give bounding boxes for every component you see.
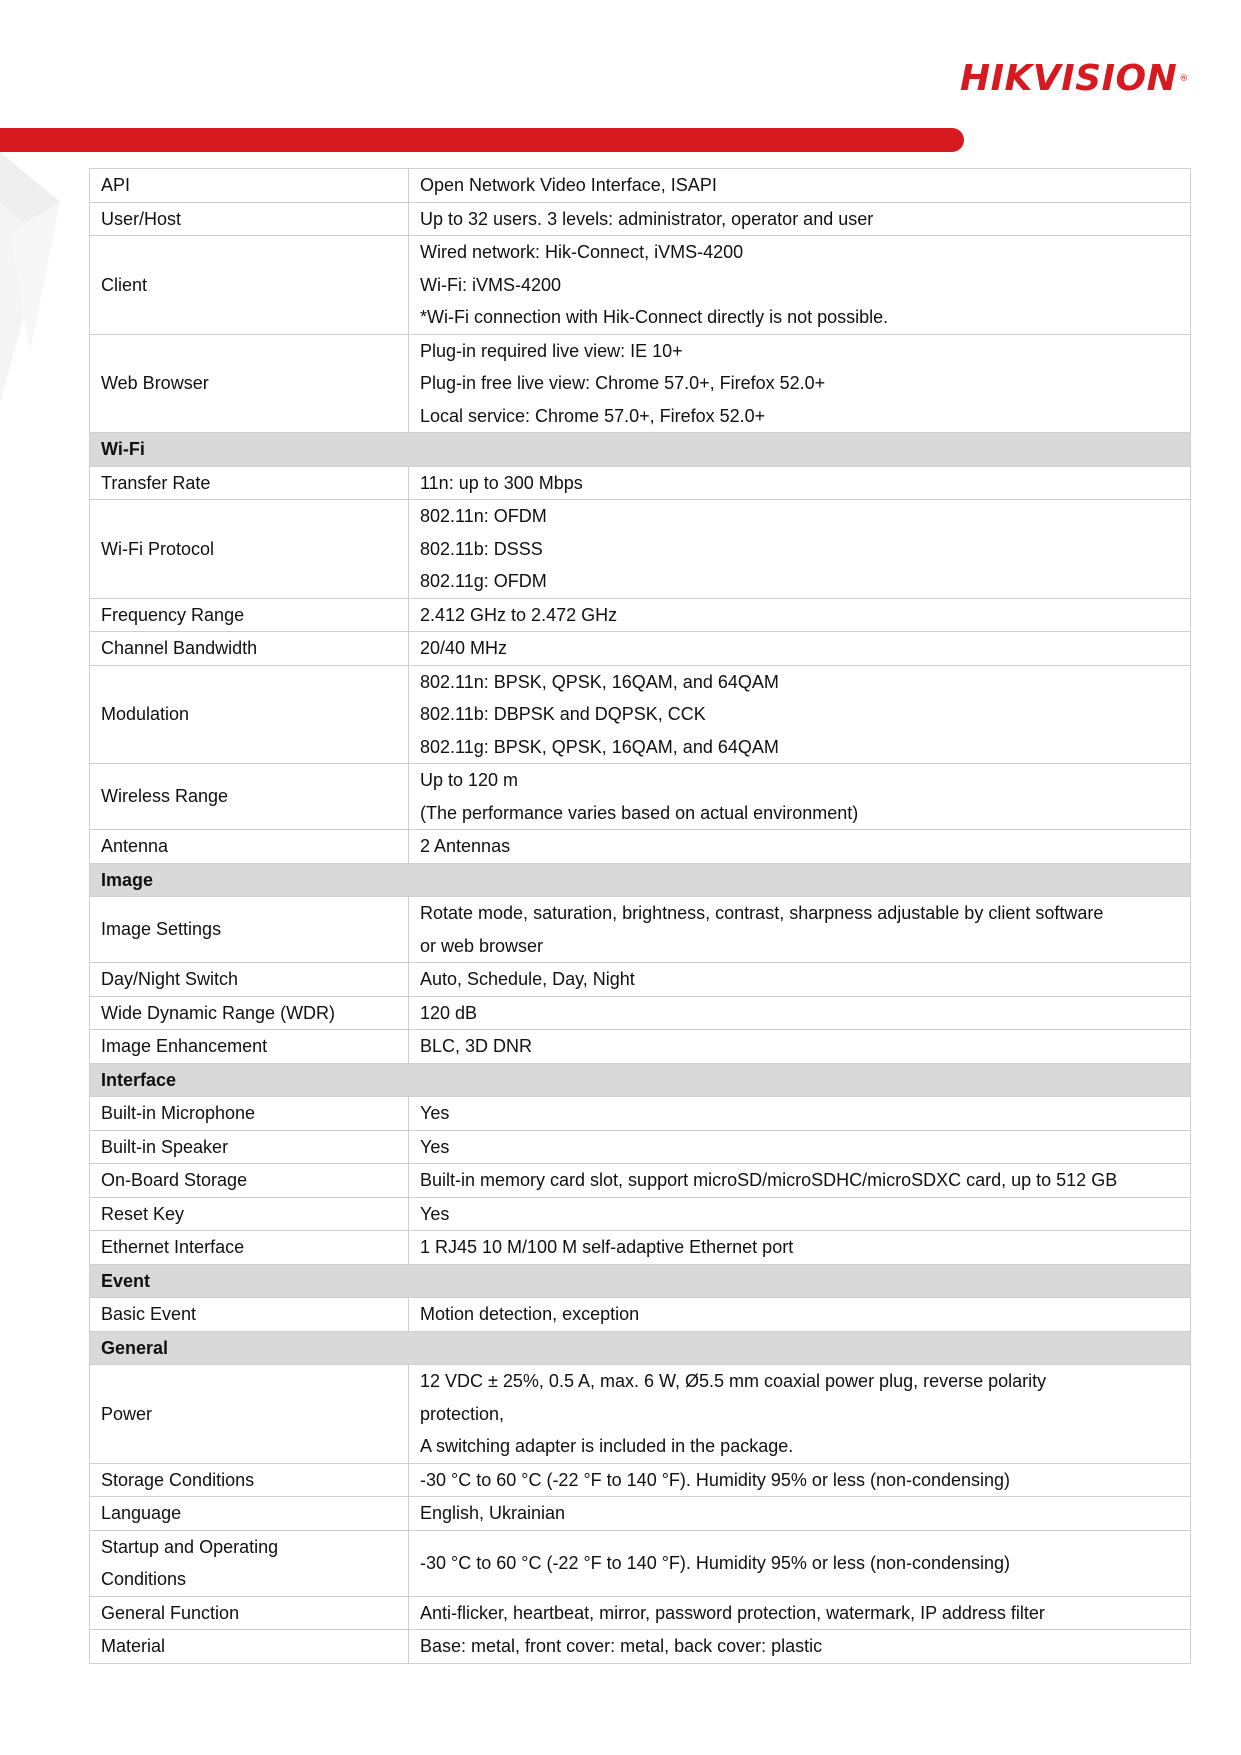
spec-value [409,1164,1191,1198]
spec-label: Built-in Speaker [90,1130,409,1164]
spec-row [90,1530,1191,1596]
spec-row [90,996,1191,1030]
spec-value-line: BLC, 3D DNR [420,1036,533,1056]
brand-logo [960,58,1200,100]
section-title: Wi-Fi [90,433,1191,467]
spec-label-line: Startup and Operating [101,1536,279,1557]
spec-value [409,169,1191,203]
spec-row [90,963,1191,997]
spec-value-line: Motion detection, exception [420,1304,640,1324]
spec-row [90,632,1191,666]
spec-row [90,334,1191,433]
spec-row [90,1298,1191,1332]
spec-row [90,500,1191,599]
spec-value [409,1530,1191,1596]
spec-value-line: Yes [420,1136,450,1157]
spec-label: Language [90,1497,409,1531]
section-title: Image [90,863,1191,897]
spec-value [409,466,1191,500]
spec-row [90,1630,1191,1664]
spec-row [90,1231,1191,1265]
spec-value [409,1030,1191,1064]
section-title: General [90,1331,1191,1365]
spec-row [90,598,1191,632]
brand-logo-text: HIKVISION [960,58,1178,99]
spec-value-line: -30 °C to 60 °C (-22 °F to 140 °F). Humidity 95% or less (non-condensing) [420,1552,1011,1573]
spec-label: Built-in Microphone [90,1097,409,1131]
section-title: Event [90,1264,1191,1298]
spec-label: Frequency Range [90,598,409,632]
spec-row [90,466,1191,500]
section-header-row [90,1063,1191,1097]
spec-label: Client [90,236,409,335]
spec-value-line: 802.11g: OFDM [420,571,547,591]
spec-value-line: Open Network Video Interface, ISAPI [420,175,717,195]
spec-value [409,236,1191,335]
spec-value [409,1097,1191,1131]
spec-row [90,1463,1191,1497]
spec-row [90,665,1191,764]
spec-value-line: Up to 120 m [420,770,519,790]
spec-value-line: 11n: up to 300 Mbps [420,472,583,493]
spec-row [90,169,1191,203]
spec-row [90,1596,1191,1630]
spec-label: Modulation [90,665,409,764]
registered-mark: ® [1179,74,1189,84]
section-header-row [90,433,1191,467]
spec-value-line: Wired network: Hik-Connect, iVMS-4200 [420,242,744,262]
spec-label: Wireless Range [90,764,409,830]
spec-row [90,236,1191,335]
section-title: Interface [90,1063,1191,1097]
spec-value-line: 802.11n: BPSK, QPSK, 16QAM, and 64QAM [420,671,779,692]
spec-label [90,1530,409,1596]
spec-value [409,202,1191,236]
spec-row [90,1164,1191,1198]
spec-value-line: 802.11b: DBPSK and DQPSK, CCK [420,704,706,724]
spec-label: Image Settings [90,897,409,963]
spec-label: Ethernet Interface [90,1231,409,1265]
spec-value [409,1197,1191,1231]
spec-value-line: 802.11n: OFDM [420,506,547,526]
spec-table [89,168,1191,1664]
spec-value-line: Base: metal, front cover: metal, back cover: plastic [420,1636,823,1656]
spec-value [409,830,1191,864]
section-header-row [90,1264,1191,1298]
spec-value-line: Plug-in free live view: Chrome 57.0+, Firefox 52.0+ [420,373,826,393]
spec-label: Antenna [90,830,409,864]
spec-label: Web Browser [90,334,409,433]
spec-label: Reset Key [90,1197,409,1231]
spec-value [409,764,1191,830]
spec-label: User/Host [90,202,409,236]
spec-value-line: 1 RJ45 10 M/100 M self-adaptive Ethernet port [420,1237,794,1257]
spec-value-line: 2 Antennas [420,836,511,856]
spec-value [409,996,1191,1030]
spec-value-line: Up to 32 users. 3 levels: administrator, operator and user [420,208,874,229]
spec-row [90,1030,1191,1064]
spec-value-line: A switching adapter is included in the package. [420,1436,794,1456]
spec-label: General Function [90,1596,409,1630]
spec-label: On-Board Storage [90,1164,409,1198]
header-red-bar [0,128,964,152]
spec-value-line: English, Ukrainian [420,1503,566,1523]
spec-label: Basic Event [90,1298,409,1332]
spec-label: API [90,169,409,203]
spec-row [90,1097,1191,1131]
spec-value [409,632,1191,666]
spec-label: Image Enhancement [90,1030,409,1064]
spec-value [409,334,1191,433]
spec-label: Material [90,1630,409,1664]
spec-row [90,1197,1191,1231]
spec-value-line: 120 dB [420,1002,478,1023]
spec-value-line: Local service: Chrome 57.0+, Firefox 52.0+ [420,405,766,426]
spec-value-line: Plug-in required live view: IE 10+ [420,340,683,361]
spec-value [409,1463,1191,1497]
spec-value [409,1497,1191,1531]
spec-value-line: Built-in memory card slot, support microSD/microSDHC/microSDXC card, up to 512 GB [420,1170,1118,1190]
spec-value-line: protection, [420,1403,505,1424]
spec-row [90,1365,1191,1464]
spec-value-line: Wi-Fi: iVMS-4200 [420,274,562,295]
section-header-row [90,1331,1191,1365]
spec-value [409,1365,1191,1464]
spec-value-line: 20/40 MHz [420,638,508,658]
spec-value-line: 802.11b: DSSS [420,538,543,559]
spec-row [90,897,1191,963]
spec-value-line: Anti-flicker, heartbeat, mirror, password protection, watermark, IP address filter [420,1602,1045,1623]
decorative-triangles [0,152,70,402]
spec-value [409,665,1191,764]
spec-value [409,1231,1191,1265]
spec-row [90,1497,1191,1531]
spec-value-line: 2.412 GHz to 2.472 GHz [420,604,618,625]
spec-value [409,963,1191,997]
spec-row [90,764,1191,830]
spec-row [90,830,1191,864]
spec-label-line: Conditions [101,1569,187,1589]
spec-label: Wide Dynamic Range (WDR) [90,996,409,1030]
spec-table-body [90,169,1191,1664]
spec-value [409,500,1191,599]
spec-row [90,1130,1191,1164]
spec-value [409,1630,1191,1664]
spec-label: Power [90,1365,409,1464]
spec-label: Day/Night Switch [90,963,409,997]
spec-value [409,1130,1191,1164]
spec-value-line: 12 VDC ± 25%, 0.5 A, max. 6 W, Ø5.5 mm coaxial power plug, reverse polarity [420,1371,1047,1391]
spec-label: Transfer Rate [90,466,409,500]
spec-value [409,1298,1191,1332]
spec-label: Wi-Fi Protocol [90,500,409,599]
spec-value-line: or web browser [420,935,544,956]
section-header-row [90,863,1191,897]
spec-value-line: Yes [420,1103,450,1123]
spec-value-line: *Wi-Fi connection with Hik-Connect directly is not possible. [420,307,889,327]
spec-value-line: Yes [420,1203,450,1224]
spec-value-line: Rotate mode, saturation, brightness, contrast, sharpness adjustable by client software [420,903,1104,923]
spec-value [409,1596,1191,1630]
spec-value-line: -30 °C to 60 °C (-22 °F to 140 °F). Humidity 95% or less (non-condensing) [420,1469,1011,1490]
spec-value-line: Auto, Schedule, Day, Night [420,969,635,989]
spec-row [90,202,1191,236]
spec-label: Storage Conditions [90,1463,409,1497]
spec-value [409,897,1191,963]
spec-value [409,598,1191,632]
spec-label: Channel Bandwidth [90,632,409,666]
spec-value-line: 802.11g: BPSK, QPSK, 16QAM, and 64QAM [420,736,779,757]
spec-value-line: (The performance varies based on actual environment) [420,802,859,823]
